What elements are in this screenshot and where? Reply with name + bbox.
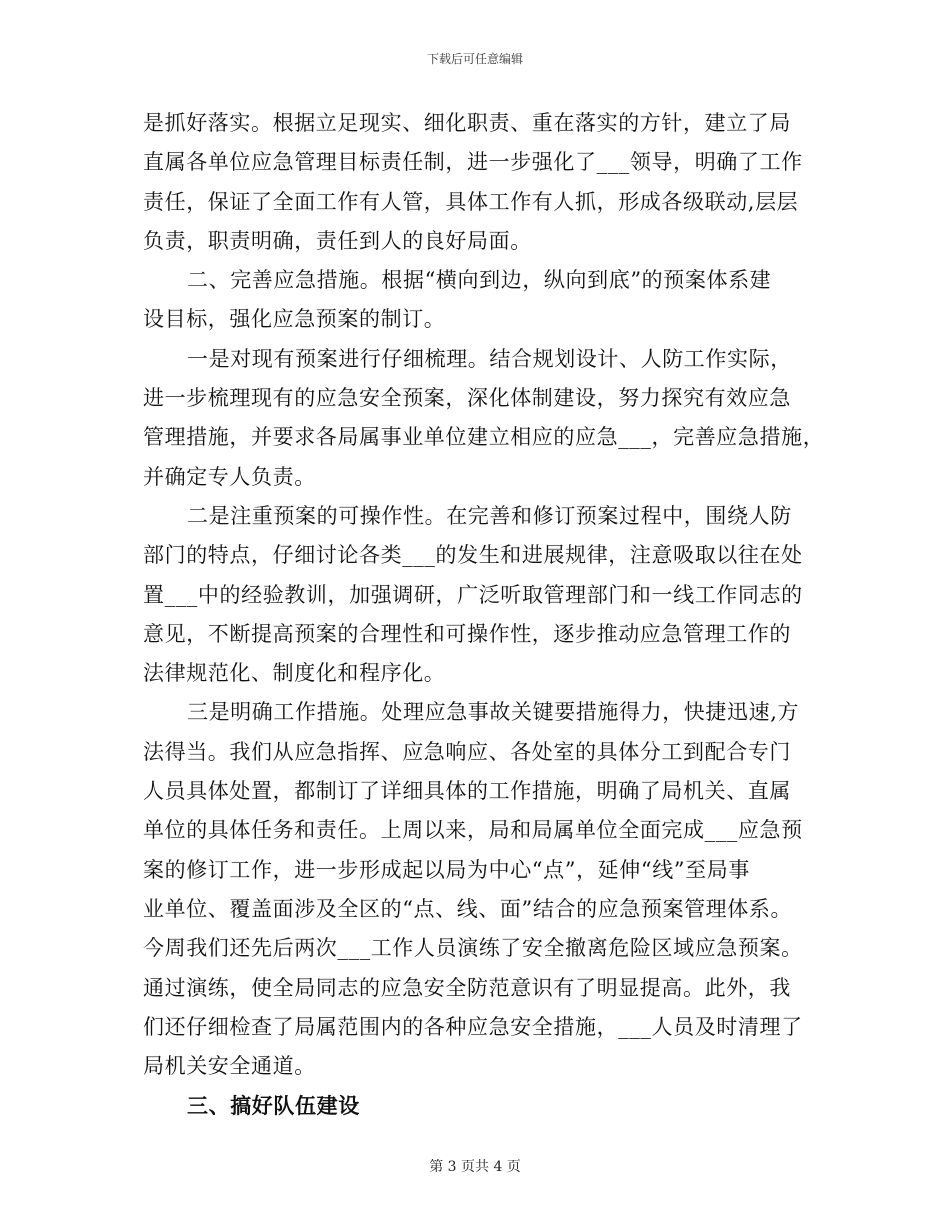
text-line: 一是对现有预案进行仔细梳理。结合规划设计、人防工作实际， xyxy=(187,346,792,371)
text-line: 并确定专人负责。 xyxy=(143,464,316,489)
text-line: 业单位、覆盖面涉及全区的“点、线、面”结合的应急预案管理体系。 xyxy=(143,896,793,921)
paragraph-1 xyxy=(143,104,815,261)
text-line: 法律规范化、制度化和程序化。 xyxy=(143,661,446,686)
text-line: 通过演练，使全局同志的应急安全防范意识有了明显提高。此外，我 xyxy=(143,975,791,1000)
text-line: 置___中的经验教训，加强调研，广泛听取管理部门和一线工作同志的 xyxy=(143,582,803,607)
text-line: 部门的特点，仔细讨论各类___的发生和进展规律，注意吸取以往在处 xyxy=(143,543,803,568)
text-line: 负责，职责明确，责任到人的良好局面。 xyxy=(143,228,532,253)
text-line: 二是注重预案的可操作性。在完善和修订预案过程中，围绕人防 xyxy=(187,503,792,528)
text-line: 进一步梳理现有的应急安全预案，深化体制建设，努力探究有效应急 xyxy=(143,386,791,411)
page-footer: 第 3 页共 4 页 xyxy=(429,1159,521,1175)
text-line: 设目标，强化应急预案的制订。 xyxy=(143,307,446,332)
text-line: 今周我们还先后两次___工作人员演练了安全撤离危险区域应急预案。 xyxy=(143,936,803,961)
text-line: 单位的具体任务和责任。上周以来，局和局属单位全面完成___应急预 xyxy=(143,818,803,843)
text-line: 二、完善应急措施。根据“横向到边，纵向到底”的预案体系建 xyxy=(187,268,772,293)
text-line: 人员具体处置，都制订了详细具体的工作措施，明确了局机关、直属 xyxy=(143,779,791,804)
text-line: 法得当。我们从应急指挥、应急响应、各处室的具体分工到配合专门 xyxy=(143,739,791,764)
text-line: 管理措施，并要求各局属事业单位建立相应的应急___，完善应急措施， xyxy=(143,425,825,450)
text-line: 意见，不断提高预案的合理性和可操作性，逐步推动应急管理工作的 xyxy=(143,621,791,646)
text-line: 们还仔细检查了局属范围内的各种应急安全措施，___人员及时清理了 xyxy=(143,1014,803,1039)
text-line: 是抓好落实。根据立足现实、细化职责、重在落实的方针，建立了局 xyxy=(143,111,791,135)
paragraph-5 xyxy=(143,693,815,1086)
text-line: 局机关安全通道。 xyxy=(143,1054,316,1079)
section-heading: 三、搞好队伍建设 xyxy=(187,1093,360,1119)
document-body xyxy=(143,104,825,1126)
paragraph-4 xyxy=(143,497,815,693)
paragraph-3 xyxy=(143,340,825,497)
text-line: 三是明确工作措施。处理应急事故关键要措施得力，快捷迅速,方 xyxy=(187,700,800,725)
page-header: 下载后可任意编辑 xyxy=(426,52,523,66)
text-line: 案的修订工作，进一步形成起以局为中心“点”，延伸“线”至局事 xyxy=(143,857,750,882)
text-line: 责任，保证了全面工作有人管，具体工作有人抓，形成各级联动,层层 xyxy=(143,189,799,214)
text-line: 直属各单位应急管理目标责任制，进一步强化了___领导，明确了工作 xyxy=(143,150,803,175)
paragraph-2 xyxy=(143,261,815,340)
